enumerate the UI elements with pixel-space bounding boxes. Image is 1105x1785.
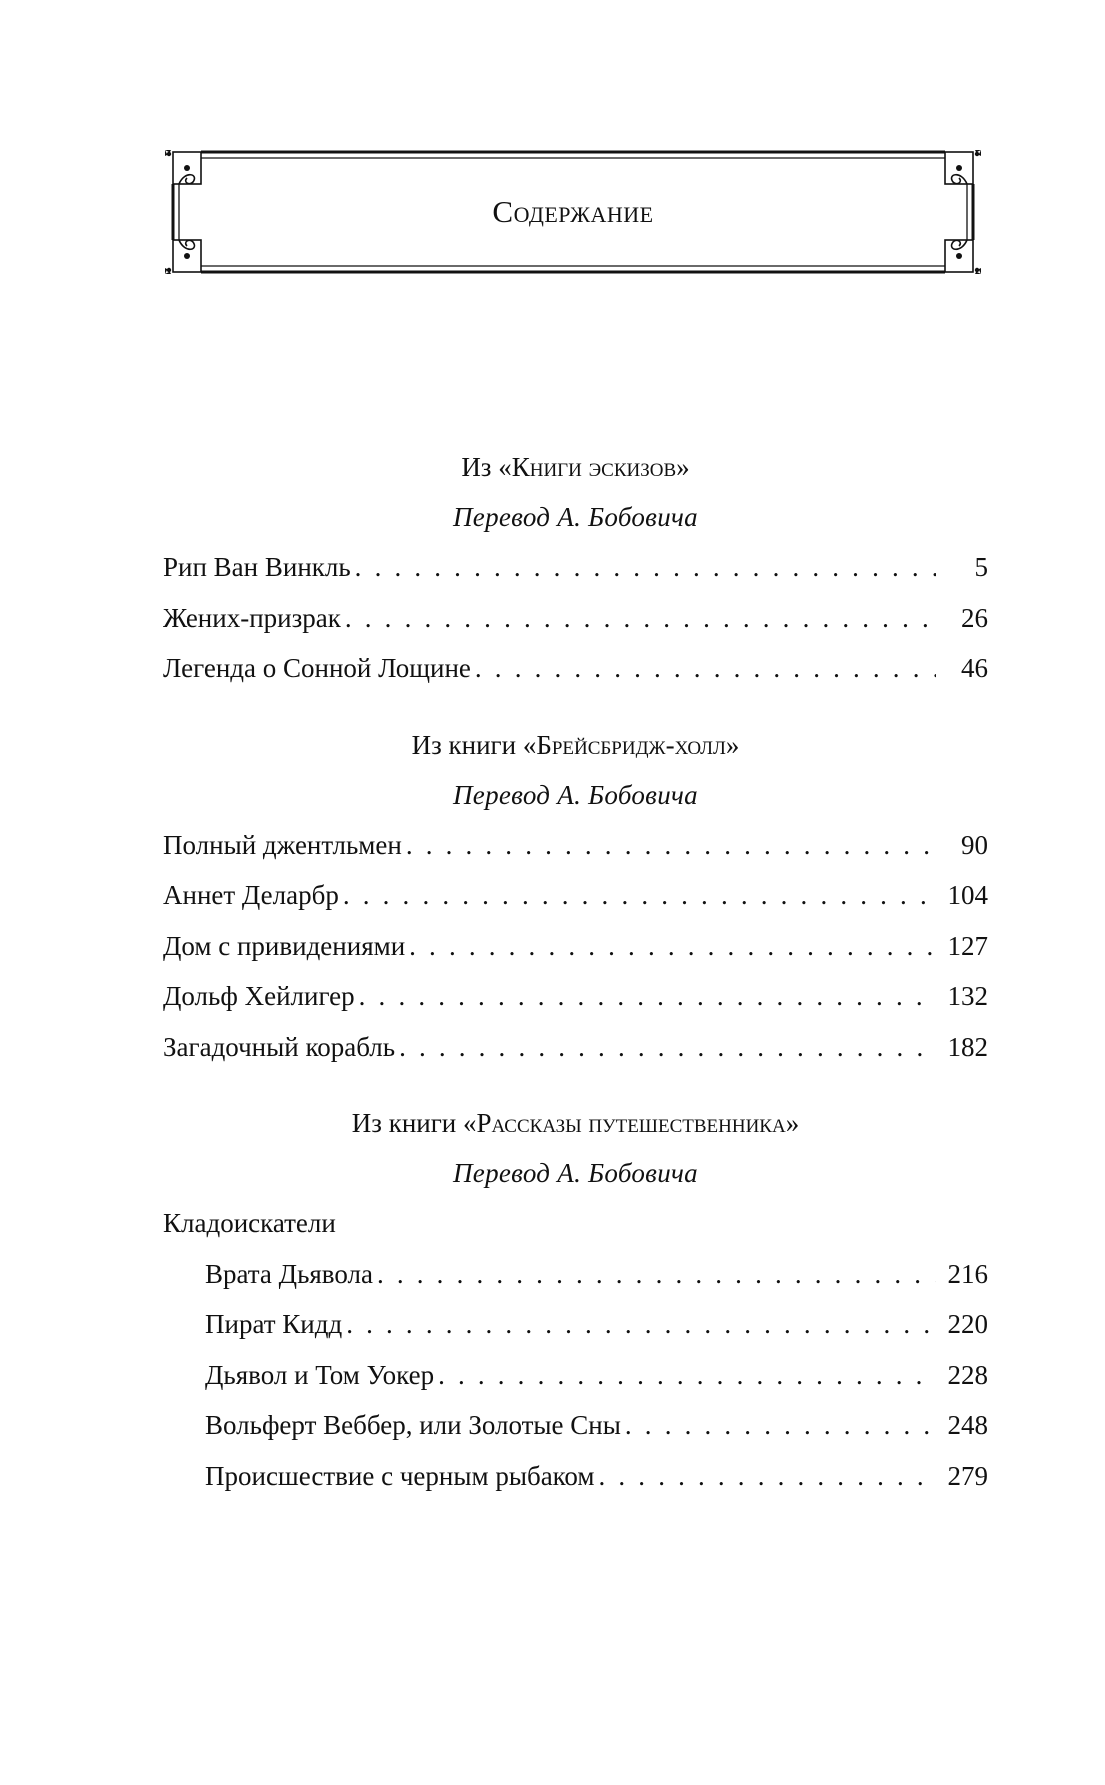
entry-title: Дольф Хейлигер — [163, 981, 355, 1011]
entry-title: Легенда о Сонной Лощине — [163, 653, 471, 683]
toc-entry[interactable] — [163, 1299, 988, 1350]
toc-entry[interactable] — [163, 921, 988, 972]
dot-leader — [343, 870, 936, 921]
entry-title: Загадочный корабль — [163, 1031, 396, 1062]
entry-page: 104 — [947, 880, 988, 910]
section-prefix: Из книги « — [351, 1108, 477, 1138]
entry-title: Жених-призрак — [163, 602, 341, 633]
dot-leader — [377, 1249, 936, 1300]
page-title: Содержание — [492, 194, 654, 229]
entry-page: 228 — [947, 1359, 988, 1390]
dot-leader — [475, 643, 936, 694]
table-of-contents — [163, 442, 988, 1501]
toc-entry[interactable] — [163, 870, 988, 921]
entry-title: Врата Дьявола — [205, 1258, 373, 1289]
entry-title: Происшествие с черным рыбаком — [205, 1460, 595, 1491]
dot-leader — [359, 971, 936, 1022]
entry-page: 279 — [947, 1460, 988, 1491]
section-translator: Перевод А. Бобовича — [453, 779, 698, 810]
section-heading — [163, 442, 988, 492]
entry-page: 248 — [947, 1410, 988, 1440]
section-book-name: Брейсбридж-холл — [536, 729, 726, 760]
toc-entry[interactable] — [163, 1400, 988, 1451]
section-prefix: Из « — [461, 452, 512, 482]
dot-leader — [355, 542, 936, 593]
group-heading: Кладоискатели — [163, 1208, 336, 1238]
section-book-name: Книги эскизов — [511, 452, 677, 482]
entry-title: Дом с привидениями — [163, 930, 406, 961]
toc-entry[interactable] — [163, 643, 988, 694]
dot-leader — [399, 1022, 936, 1073]
title-frame — [163, 148, 983, 276]
dot-leader — [599, 1451, 937, 1502]
section-suffix: » — [725, 729, 740, 760]
dot-leader — [346, 1299, 936, 1350]
section-translator: Перевод А. Бобовича — [453, 1158, 698, 1188]
entry-page: 182 — [947, 1031, 988, 1062]
section-suffix: » — [785, 1108, 800, 1138]
toc-entry[interactable] — [163, 1249, 988, 1300]
dot-leader — [438, 1350, 936, 1401]
entry-page: 5 — [974, 552, 988, 582]
entry-title: Пират Кидд — [205, 1309, 343, 1339]
entry-title: Рип Ван Винкль — [163, 552, 351, 582]
section-heading — [163, 720, 988, 770]
entry-page: 127 — [947, 930, 988, 961]
dot-leader — [625, 1400, 936, 1451]
toc-entry[interactable] — [163, 593, 988, 644]
toc-entry[interactable] — [163, 971, 988, 1022]
entry-page: 26 — [961, 602, 988, 633]
entry-page: 132 — [947, 981, 988, 1011]
entry-title: Дьявол и Том Уокер — [205, 1359, 435, 1390]
spacer — [163, 1072, 988, 1098]
entry-title: Полный джентльмен — [163, 829, 402, 860]
toc-entry[interactable] — [163, 1350, 988, 1401]
entry-page: 46 — [961, 653, 988, 683]
toc-entry[interactable] — [163, 1451, 988, 1502]
entry-title: Вольферт Веббер, или Золотые Сны — [205, 1410, 621, 1440]
dot-leader — [345, 593, 936, 644]
dot-leader — [409, 921, 936, 972]
section-book-name: Рассказы путешественника — [476, 1108, 786, 1138]
section-prefix: Из книги « — [411, 729, 537, 760]
section-translator: Перевод А. Бобовича — [453, 502, 698, 532]
entry-page: 90 — [961, 829, 988, 860]
entry-page: 216 — [947, 1258, 988, 1289]
section-heading — [163, 1098, 988, 1148]
toc-entry[interactable] — [163, 1022, 988, 1073]
dot-leader — [406, 820, 936, 871]
spacer — [163, 694, 988, 720]
toc-entry[interactable] — [163, 820, 988, 871]
entry-title: Аннет Деларбр — [163, 880, 339, 910]
entry-page: 220 — [947, 1309, 988, 1339]
section-suffix: » — [676, 452, 690, 482]
toc-entry[interactable] — [163, 542, 988, 593]
